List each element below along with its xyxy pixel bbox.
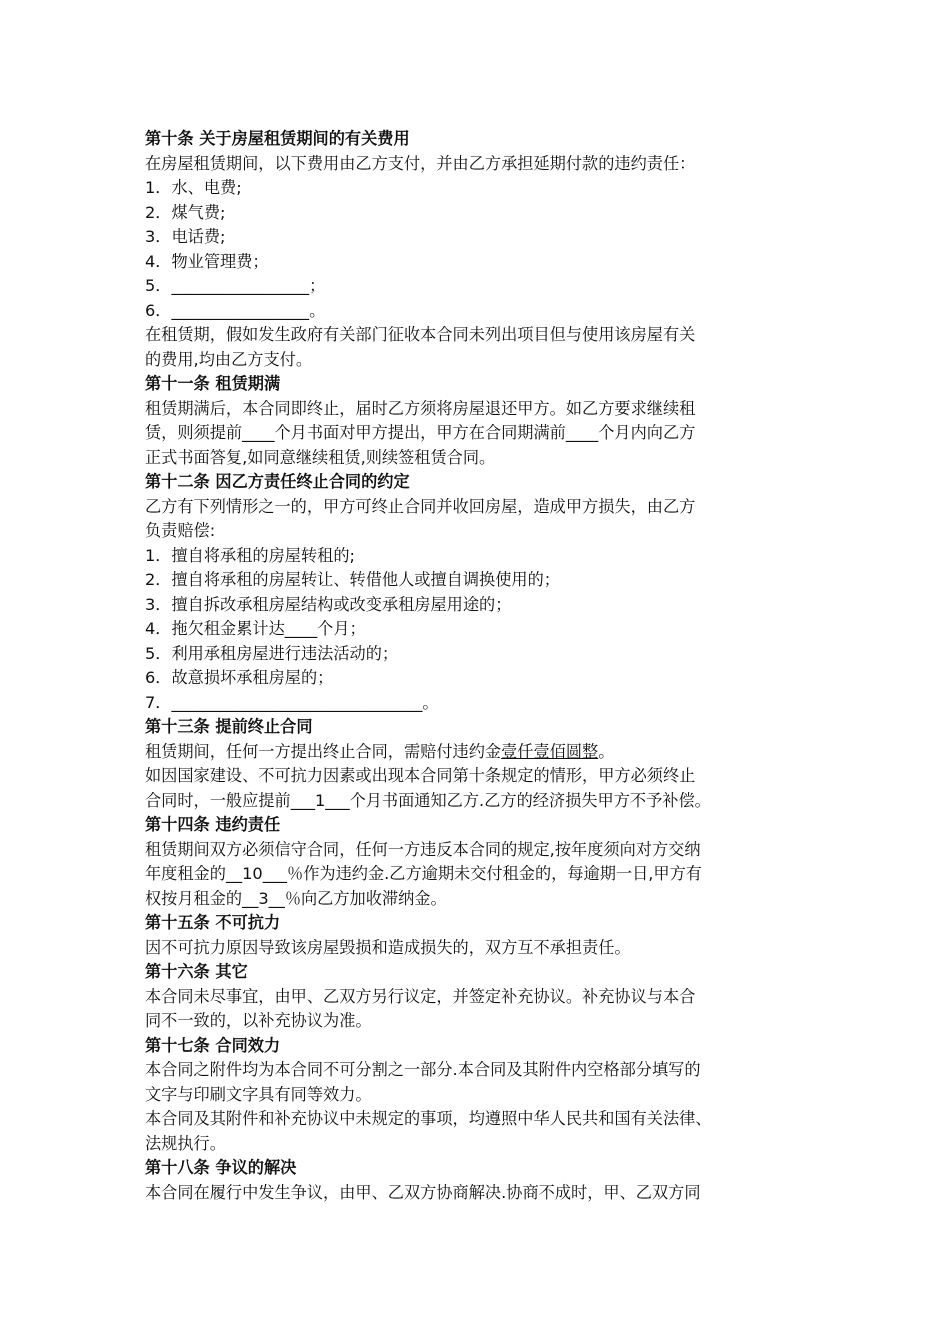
article-12-item-2: 2．擅自将承租的房屋转让、转借他人或擅自调换使用的； [145, 570, 560, 589]
article-12-item-7: 7．_______________________________。 [145, 692, 439, 712]
article-12-item-3: 3．擅自拆改承租房屋结构或改变承租房屋用途的； [145, 594, 512, 614]
article-14-line-3-end: ％向乙方加收滞纳金。 [284, 888, 447, 908]
article-10-note-line-2: 的费用,均由乙方支付。 [145, 349, 313, 369]
article-13-heading: 第十三条 提前终止合同 [145, 717, 313, 736]
article-18-line-1: 本合同在履行中发生争议，由甲、乙双方协商解决.协商不成时，甲、乙双方同 [145, 1182, 701, 1202]
article-10-note-line-1: 在租赁期，假如发生政府有关部门征收本合同未列出项目但与使用该房屋有关 [145, 325, 696, 344]
article-17-para-2-line-2: 法规执行。 [145, 1133, 226, 1153]
article-16-heading: 第十六条 其它 [145, 962, 248, 981]
article-17-para-2-line-1: 本合同及其附件和补充协议中未规定的事项，均遵照中华人民共和国有关法律、 [145, 1109, 712, 1128]
article-13-para-2-text: 合同时，一般应提前 [145, 790, 291, 810]
late-fee-percent-blank: __3__ [242, 888, 285, 908]
article-17-para-1-line-1: 本合同之附件均为本合同不可分割之一部分.本合同及其附件内空格部分填写的 [145, 1060, 701, 1079]
article-12-item-5: 5．利用承租房屋进行违法活动的； [145, 643, 399, 663]
article-13-para-2-line-1: 如因国家建设、不可抗力因素或出现本合同第十条规定的情形，甲方必须终止 [145, 766, 696, 785]
article-12-item-6: 6．故意损坏承租房屋的； [145, 668, 334, 687]
penalty-amount: 壹仟壹佰圆整 [501, 741, 599, 761]
article-10-item-5: 5．_________________； [145, 276, 326, 295]
article-12-heading: 第十二条 因乙方责任终止合同的约定 [145, 472, 410, 491]
article-10-heading: 第十条 关于房屋租赁期间的有关费用 [145, 129, 410, 148]
article-18-heading: 第十八条 争议的解决 [145, 1158, 297, 1177]
article-12-intro-line-2: 负责赔偿: [145, 521, 216, 540]
article-13-para-1-end: 。 [598, 741, 615, 761]
article-10-item-3: 3．电话费; [145, 227, 226, 246]
article-14-line-2-end: ％作为违约金.乙方逾期未交付租金的，每逾期一日,甲方有 [287, 864, 702, 883]
article-13-para-1 [145, 740, 810, 765]
article-12-item-1: 1．擅自将承租的房屋转租的; [145, 545, 356, 565]
article-14-line-1: 租赁期间双方必须信守合同，任何一方违反本合同的规定,按年度须向对方交纳 [145, 839, 701, 859]
notice-months-blank: ___1___ [290, 790, 350, 810]
article-15-heading: 第十五条 不可抗力 [145, 913, 281, 932]
article-12-intro-line-1: 乙方有下列情形之一的，甲方可终止合同并收回房屋，造成甲方损失，由乙方 [145, 496, 696, 516]
article-12-item-4: 4．拖欠租金累计达____个月； [145, 619, 366, 638]
article-14-line-3-text: 权按月租金的 [145, 888, 243, 908]
article-16-line-1: 本合同未尽事宜，由甲、乙双方另行议定，并签定补充协议。补充协议与本合 [145, 986, 696, 1006]
article-11-line-1: 租赁期满后，本合同即终止，届时乙方须将房屋退还甲方。如乙方要求继续租 [145, 398, 696, 418]
article-11-line-2: 赁，则须提前____个月书面对甲方提出，甲方在合同期满前____个月内向乙方 [145, 423, 696, 442]
article-14-line-2-text: 年度租金的 [145, 864, 226, 883]
article-10-item-1: 1．水、电费; [145, 178, 242, 197]
article-15-line-1: 因不可抗力原因导致该房屋毁损和造成损失的，双方互不承担责任。 [145, 937, 631, 957]
article-13-para-2-end: 个月书面通知乙方.乙方的经济损失甲方不予补偿。 [349, 790, 711, 810]
article-13-para-2-line-2 [145, 789, 810, 814]
article-17-heading: 第十七条 合同效力 [145, 1035, 281, 1055]
article-11-heading: 第十一条 租赁期满 [145, 374, 281, 393]
penalty-percent-blank: __10___ [225, 864, 288, 883]
article-14-line-3 [145, 887, 810, 912]
article-10-item-4: 4．物业管理费； [145, 251, 269, 271]
article-14-line-2 [145, 862, 810, 887]
article-14-heading: 第十四条 违约责任 [145, 815, 281, 834]
article-11-line-3: 正式书面答复,如同意继续租赁,则续签租赁合同。 [145, 447, 496, 467]
article-10-intro: 在房屋租赁期间，以下费用由乙方支付，并由乙方承担延期付款的违约责任： [145, 153, 696, 173]
article-17-para-1-line-2: 文字与印刷文字具有同等效力。 [145, 1084, 372, 1104]
contract-page [145, 127, 810, 1205]
article-10-item-2: 2．煤气费; [145, 202, 226, 222]
article-16-line-2: 同不一致的，以补充协议为准。 [145, 1011, 372, 1030]
article-13-para-1-text: 租赁期间，任何一方提出终止合同，需赔付违约金 [145, 741, 502, 761]
article-10-item-6: 6．_________________。 [145, 300, 326, 320]
